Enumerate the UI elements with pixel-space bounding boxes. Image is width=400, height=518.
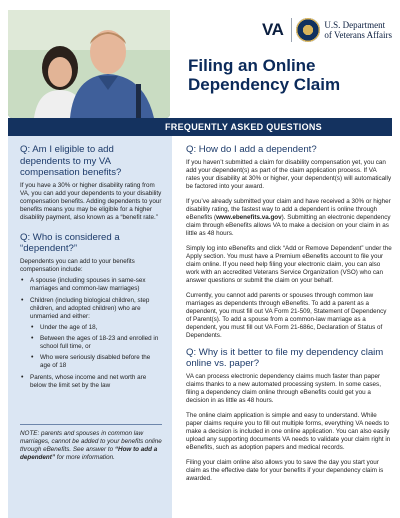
page-title: [188, 56, 388, 94]
dependent-list: [20, 277, 162, 390]
list-item-text: Parents, whose income and net worth are below the limit set by the law: [30, 373, 147, 389]
how-paragraph-3: Simply log into eBenefits and click “Add or Remove Dependent” under the Apply section. You must have a Premium eBenefits account to file your claim online. If you need help filing your electronic claim, you can also work with an accredited Veterans Service Organization (VSO) who can answer questions or submit the claim on your behalf.: [186, 244, 392, 284]
question-eligibility-heading: Q: Am I eligible to add dependents to my VA compensation benefits?: [20, 144, 122, 178]
how-paragraph-2-start: If you’ve already submitted your claim and have received a 30% or higher disability rating, the fastest way to add a dependent is online through eBenefits (: [186, 197, 391, 221]
veteran-family-photo: [8, 10, 170, 118]
why-paragraph-2: The online claim application is simple and easy to understand. While paper claims require you to fill out multiple forms, everything VA needs to make a decision is included in one online application. You can also easily upload any supporting documents VA needs to validate your claim right in eBenefits, such as adoption papers and medical records.: [186, 411, 391, 451]
photo-illustration: [8, 10, 170, 118]
list-item: [20, 297, 162, 370]
sub-list-item: [30, 335, 162, 351]
sub-list-item: [30, 354, 162, 370]
children-criteria-list: [30, 324, 162, 370]
sub-list-item-text: Under the age of 18,: [40, 323, 98, 331]
how-paragraph-4: Currently, you cannot add parents or spouses through common law marriages as dependents through eBenefits. To add a parent as a dependent, you must fill out VA Form 21-509, Statement of Dependency of Parent(s). To add a spouse from a common-law marriage as a dependent, you must fill out VA Form 21-686c, Declaration of Status of Dependents.: [186, 291, 387, 339]
va-seal-icon: [296, 18, 320, 42]
va-brand: [262, 14, 396, 46]
title-line-1: Filing an Online: [188, 56, 316, 75]
list-item-text: Children (including biological children, step children, and adopted children) who are unmarried and either:: [30, 296, 150, 320]
ebenefits-link[interactable]: www.ebenefits.va.gov: [216, 213, 282, 221]
how-paragraph-2-end: ). Submitting an electronic dependency claim through eBenefits allows VA to make a decision on your claim in as little as 48 hours.: [186, 213, 391, 237]
eligibility-answer: If you have a 30% or higher disability rating from VA, you can add your dependents to your disability compensation benefits. Adding dependents to your benefits means you may be eligible for a higher disability payment, also known as a “benefit rate.”: [20, 181, 162, 221]
left-sidebar: [8, 136, 172, 518]
dept-line-1: U.S. Department: [324, 20, 386, 30]
brand-divider: [291, 18, 292, 42]
header: [0, 0, 400, 118]
sub-list-item: [30, 324, 162, 332]
va-logo: VA: [262, 20, 284, 39]
why-paragraph-1: VA can process electronic dependency claims much faster than paper claims thanks to a new automated processing system. In some cases, filing a dependency claim online through eBenefits could get you a decision in as little as 48 hours.: [186, 372, 381, 404]
list-item: [20, 277, 162, 293]
department-name: [324, 20, 392, 40]
note-tail: for more information.: [56, 454, 115, 461]
question-how-heading: Q: How do I add a dependent?: [186, 144, 317, 155]
faq-banner-label: FREQUENTLY ASKED QUESTIONS: [165, 122, 322, 132]
sub-list-item-text: Between the ages of 18-23 and enrolled in school full time, or: [40, 334, 159, 350]
list-item: [20, 374, 162, 390]
question-why-online-heading: Q: Why is it better to file my dependency claim online vs. paper?: [186, 346, 384, 369]
main-content: [186, 144, 392, 490]
why-paragraph-3: Filing your claim online also allows you to save the day you start your claim as the effective date for your benefits if your dependency claim is awarded.: [186, 458, 384, 482]
list-item-text: A spouse (including spouses in same-sex marriages and common-law marriages): [30, 276, 146, 292]
title-line-2: Dependency Claim: [188, 75, 341, 94]
faq-banner: [8, 118, 392, 136]
note-reference: “How to add a dependent”: [20, 446, 158, 461]
how-paragraph-1: If you haven’t submitted a claim for disability compensation yet, you can add your dependent(s) as part of the claim application process. If VA rates your disability at 30% or higher, your dependent(s) will automatically be factored into your award.: [186, 158, 392, 190]
how-paragraph-2: [186, 198, 392, 238]
note-box: [20, 424, 162, 462]
note-text: NOTE: parents and spouses in common law marriages, cannot be added to your benefits online through eBenefits. See answer to: [20, 430, 162, 453]
dependent-intro: Dependents you can add to your benefits compensation include:: [20, 257, 135, 273]
question-dependent-heading: Q: Who is considered a “dependent?”: [20, 231, 120, 254]
dept-line-2: of Veterans Affairs: [324, 30, 393, 40]
sub-list-item-text: Who were seriously disabled before the age of 18: [40, 353, 151, 369]
